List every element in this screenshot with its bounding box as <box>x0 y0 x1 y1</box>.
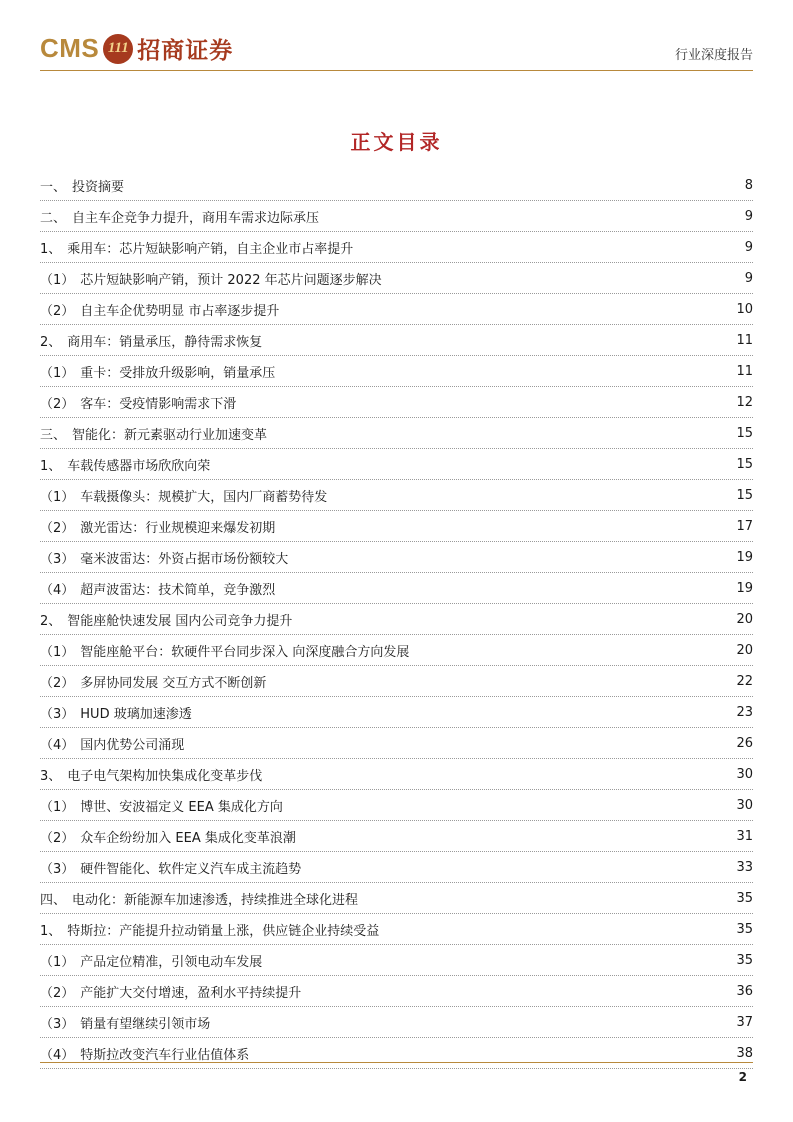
toc-entry-number: 2、 <box>40 613 62 629</box>
toc-entry[interactable] <box>40 635 753 666</box>
toc-entry-page: 15 <box>736 456 753 472</box>
header-divider <box>40 70 753 71</box>
toc-entry-page: 10 <box>736 301 753 317</box>
toc-entry-title: 特斯拉改变汽车行业估值体系 <box>80 1047 250 1063</box>
page-number: 2 <box>738 1070 747 1084</box>
toc-entry-page: 38 <box>736 1045 753 1061</box>
toc-entry-number: 1、 <box>40 458 62 474</box>
toc-entry-title: 特斯拉：产能提升拉动销量上涨，供应链企业持续受益 <box>67 923 380 939</box>
toc-entry-title: 智能座舱快速发展 国内公司竞争力提升 <box>67 613 293 629</box>
toc-entry[interactable] <box>40 232 753 263</box>
toc-entry[interactable] <box>40 728 753 759</box>
toc-entry-number: 2、 <box>40 334 62 350</box>
toc-entry-number: 三、 <box>40 427 67 443</box>
toc-entry-page: 20 <box>736 611 753 627</box>
toc-entry-page: 19 <box>736 580 753 596</box>
page-title: 正文目录 <box>350 130 443 154</box>
toc-entry-page: 11 <box>736 332 753 348</box>
toc-entry-title: 激光雷达：行业规模迎来爆发初期 <box>80 520 276 536</box>
toc-entry-title: 毫米波雷达：外资占据市场份额较大 <box>80 551 289 567</box>
toc-entry-page: 19 <box>736 549 753 565</box>
toc-entry[interactable] <box>40 604 753 635</box>
toc-entry-number: 四、 <box>40 892 67 908</box>
toc-entry[interactable] <box>40 1007 753 1038</box>
toc-entry[interactable] <box>40 511 753 542</box>
toc-entry[interactable] <box>40 201 753 232</box>
toc-entry-number: （4） <box>40 582 75 598</box>
company-logo <box>40 32 233 65</box>
toc-entry[interactable] <box>40 449 753 480</box>
toc-entry-page: 9 <box>744 239 753 255</box>
toc-entry-page: 35 <box>736 890 753 906</box>
toc-entry-number: （2） <box>40 520 75 536</box>
toc-entry[interactable] <box>40 480 753 511</box>
toc-entry[interactable] <box>40 976 753 1007</box>
toc-entry-number: 一、 <box>40 179 67 195</box>
toc-entry-title: 车载传感器市场欣欣向荣 <box>67 458 211 474</box>
toc-entry[interactable] <box>40 573 753 604</box>
toc-entry[interactable] <box>40 759 753 790</box>
toc-entry-title: 客车：受疫情影响需求下滑 <box>80 396 237 412</box>
toc-entry-page: 8 <box>744 177 753 193</box>
toc-entry-number: （1） <box>40 799 75 815</box>
toc-entry-title: 国内优势公司涌现 <box>80 737 185 753</box>
toc-entry-number: 1、 <box>40 923 62 939</box>
toc-entry-page: 30 <box>736 766 753 782</box>
toc-entry-title: 智能化：新元素驱动行业加速变革 <box>72 427 268 443</box>
toc-entry-title: 智能座舱平台：软硬件平台同步深入 向深度融合方向发展 <box>80 644 410 660</box>
toc-entry[interactable] <box>40 356 753 387</box>
toc-entry-title: 车载摄像头：规模扩大，国内厂商蓄势待发 <box>80 489 328 505</box>
toc-entry[interactable] <box>40 852 753 883</box>
toc-entry-number: （2） <box>40 985 75 1001</box>
toc-entry-page: 35 <box>736 952 753 968</box>
toc-entry[interactable] <box>40 666 753 697</box>
toc-entry-title: 博世、安波福定义 EEA 集成化方向 <box>80 799 283 815</box>
toc-entry[interactable] <box>40 263 753 294</box>
toc-entry-number: （1） <box>40 272 75 288</box>
footer-divider <box>40 1062 753 1063</box>
toc-entry-page: 9 <box>744 208 753 224</box>
toc-entry-page: 33 <box>736 859 753 875</box>
toc-entry-title: HUD 玻璃加速渗透 <box>80 706 192 722</box>
toc-entry-title: 电动化：新能源车加速渗透，持续推进全球化进程 <box>72 892 359 908</box>
toc-entry-title: 产品定位精准，引领电动车发展 <box>80 954 263 970</box>
toc-entry[interactable] <box>40 697 753 728</box>
toc-entry-title: 重卡：受排放升级影响，销量承压 <box>80 365 276 381</box>
toc-entry-page: 31 <box>736 828 753 844</box>
toc-entry[interactable] <box>40 170 753 201</box>
toc-entry-number: 二、 <box>40 210 67 226</box>
toc-entry-title: 芯片短缺影响产销，预计 2022 年芯片问题逐步解决 <box>80 272 382 288</box>
toc-entry-number: （2） <box>40 675 75 691</box>
toc-entry-title: 投资摘要 <box>72 179 125 195</box>
toc-entry[interactable] <box>40 790 753 821</box>
toc-entry-number: （4） <box>40 1047 75 1063</box>
toc-entry[interactable] <box>40 294 753 325</box>
toc-entry-page: 20 <box>736 642 753 658</box>
toc-entry[interactable] <box>40 325 753 356</box>
toc-entry-page: 37 <box>736 1014 753 1030</box>
toc-entry-page: 22 <box>736 673 753 689</box>
toc-entry-number: （3） <box>40 861 75 877</box>
logo-latin-text: CMS <box>40 33 100 63</box>
page-header <box>40 28 753 72</box>
toc-entry[interactable] <box>40 821 753 852</box>
toc-entry-page: 23 <box>736 704 753 720</box>
toc-entry-title: 电子电气架构加快集成化变革步伐 <box>67 768 263 784</box>
toc-entry-title: 众车企纷纷加入 EEA 集成化变革浪潮 <box>80 830 296 846</box>
toc-entry-page: 11 <box>736 363 753 379</box>
toc-entry-page: 30 <box>736 797 753 813</box>
toc-entry-number: （4） <box>40 737 75 753</box>
toc-entry-number: （1） <box>40 365 75 381</box>
toc-entry-number: （3） <box>40 706 75 722</box>
toc-entry-number: 1、 <box>40 241 62 257</box>
toc-entry-title: 销量有望继续引领市场 <box>80 1016 211 1032</box>
toc-entry-page: 17 <box>736 518 753 534</box>
toc-entry-number: 3、 <box>40 768 62 784</box>
toc-entry-title: 商用车：销量承压，静待需求恢复 <box>67 334 263 350</box>
toc-entry-title: 乘用车：芯片短缺影响产销，自主企业市占率提升 <box>67 241 354 257</box>
toc-entry[interactable] <box>40 945 753 976</box>
toc-entry-title: 硬件智能化、软件定义汽车成主流趋势 <box>80 861 302 877</box>
toc-entry[interactable] <box>40 883 753 914</box>
toc-entry-title: 自主车企竞争力提升，商用车需求边际承压 <box>72 210 320 226</box>
report-type-label: 行业深度报告 <box>674 48 753 63</box>
toc-entry-number: （3） <box>40 551 75 567</box>
toc-entry-number: （2） <box>40 303 75 319</box>
toc-entry-page: 35 <box>736 921 753 937</box>
toc-entry-page: 26 <box>736 735 753 751</box>
toc-entry[interactable] <box>40 914 753 945</box>
toc-entry-title: 超声波雷达：技术简单，竞争激烈 <box>80 582 276 598</box>
toc-entry-number: （1） <box>40 489 75 505</box>
toc-entry-title: 自主车企优势明显 市占率逐步提升 <box>80 303 280 319</box>
toc-entry-number: （2） <box>40 830 75 846</box>
toc-entry-page: 9 <box>744 270 753 286</box>
logo-emblem-icon: 111 <box>103 34 133 64</box>
toc-entry[interactable] <box>40 387 753 418</box>
toc-entry-page: 15 <box>736 425 753 441</box>
toc-entry-number: （1） <box>40 954 75 970</box>
toc-entry-page: 12 <box>736 394 753 410</box>
toc-entry-number: （2） <box>40 396 75 412</box>
toc-entry[interactable] <box>40 418 753 449</box>
toc-entry-number: （1） <box>40 644 75 660</box>
toc-entry-page: 36 <box>736 983 753 999</box>
toc-entry-page: 15 <box>736 487 753 503</box>
table-of-contents <box>40 170 753 1069</box>
toc-entry-title: 多屏协同发展 交互方式不断创新 <box>80 675 267 691</box>
toc-entry-title: 产能扩大交付增速，盈利水平持续提升 <box>80 985 302 1001</box>
logo-chinese-text: 招商证券 <box>137 38 234 64</box>
toc-entry[interactable] <box>40 1038 753 1069</box>
toc-entry[interactable] <box>40 542 753 573</box>
toc-entry-number: （3） <box>40 1016 75 1032</box>
